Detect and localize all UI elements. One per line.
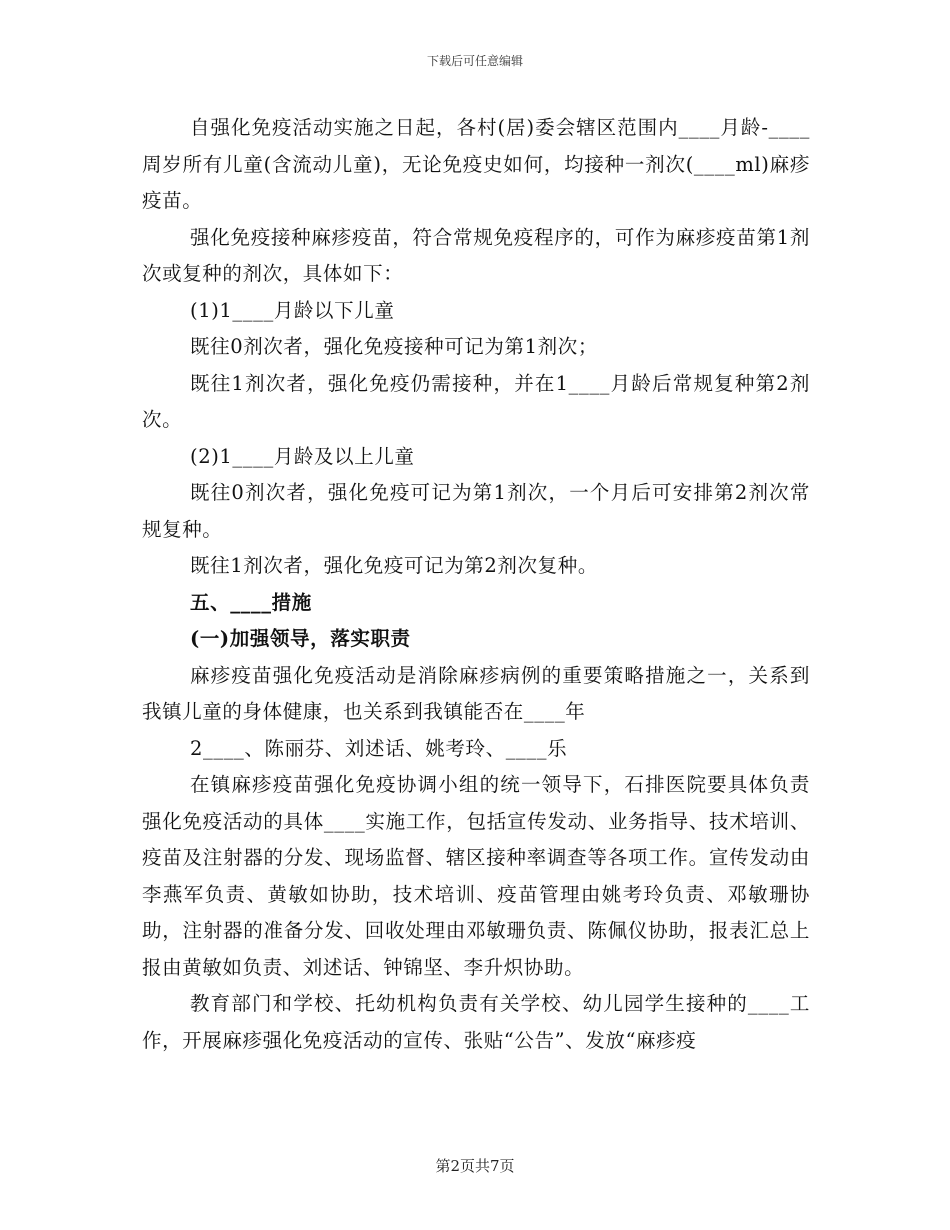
page-footer: 第2页共7页 xyxy=(435,1157,515,1175)
paragraph-zero-dose: 既往0剂次者，强化免疫接种可记为第1剂次； xyxy=(190,335,598,358)
paragraph-over-age: (2)1____月龄及以上儿童 xyxy=(190,444,415,468)
paragraph-education: 教育部门和学校、托幼机构负责有关学校、幼儿园学生接种的____工作，开展麻疹强化免疫活动的宣传、张贴“公告”、发放“麻疹疫 xyxy=(142,992,810,1052)
paragraph-age-range: 自强化免疫活动实施之日起，各村(居)委会辖区范围内____月龄-____周岁所有儿童(含流动儿童)，无论免疫史如何，均接种一剂次(____ml)麻疹疫苗。 xyxy=(142,116,810,212)
section-heading-measures: 五、____措施 xyxy=(190,590,312,614)
paragraph-members: 2____、陈丽芬、刘述话、姚考玲、____乐 xyxy=(190,736,568,760)
page-header: 下载后可任意编辑 xyxy=(426,54,523,68)
paragraph-one-dose-older: 既往1剂次者，强化免疫可记为第2剂次复种。 xyxy=(190,554,598,577)
paragraph-dose-rules: 强化免疫接种麻疹疫苗，符合常规免疫程序的，可作为麻疹疫苗第1剂次或复种的剂次，具体如下： xyxy=(142,225,810,285)
paragraph-responsibilities: 在镇麻疹疫苗强化免疫协调小组的统一领导下，石排医院要具体负责强化免疫活动的具体____实施工作，包括宣传发动、业务指导、技术培训、疫苗及注射器的分发、现场监督、辖区接种率调查等各项工作。宣传发动由李燕军负责、黄敏如协助，技术培训、疫苗管理由姚考玲负责、邓敏珊协助，注射器的准备分发、回收处理由邓敏珊负责、陈佩仪协助，报表汇总上报由黄敏如负责、刘述话、钟锦坚、李升炽协助。 xyxy=(142,773,810,979)
document-body xyxy=(142,110,810,1059)
paragraph-importance: 麻疹疫苗强化免疫活动是消除麻疹病例的重要策略措施之一，关系到我镇儿童的身体健康，也关系到我镇能否在____年 xyxy=(142,663,810,723)
paragraph-zero-dose-older: 既往0剂次者，强化免疫可记为第1剂次，一个月后可安排第2剂次常规复种。 xyxy=(142,481,810,541)
subsection-heading-leadership: (一)加强领导，落实职责 xyxy=(190,627,411,650)
paragraph-one-dose: 既往1剂次者，强化免疫仍需接种，并在1____月龄后常规复种第2剂次。 xyxy=(142,371,810,431)
paragraph-under-age: (1)1____月龄以下儿童 xyxy=(190,298,395,322)
